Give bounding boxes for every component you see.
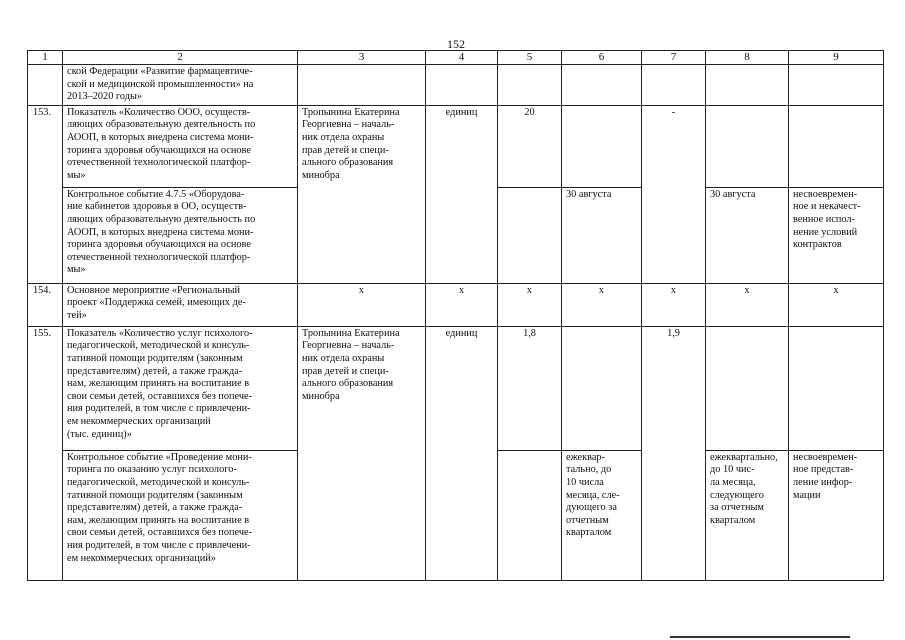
row-number: 153. — [28, 105, 63, 283]
cell-empty — [706, 326, 789, 450]
value-col7: - — [642, 105, 706, 283]
cell-empty — [789, 65, 884, 106]
header-cell: 9 — [789, 51, 884, 65]
header-row — [28, 51, 884, 65]
value-col7: 1,9 — [642, 326, 706, 580]
header-cell: 1 — [28, 51, 63, 65]
event-risk-col9: несвоевремен- ное и некачест- венное испол- нение условий контрактов — [789, 187, 884, 283]
main-measure-text: Основное мероприятие «Региональный проект «Поддержка семей, имеющих де- тей» — [63, 283, 298, 326]
cell-empty — [789, 326, 884, 450]
x-mark: х — [498, 283, 562, 326]
cell-empty — [562, 65, 642, 106]
cell-empty — [642, 65, 706, 106]
event-risk-col9: несвоевремен- ное представ- ление инфор- мации — [789, 450, 884, 580]
row-number: 154. — [28, 283, 63, 326]
header-cell: 8 — [706, 51, 789, 65]
cell-empty — [498, 65, 562, 106]
row-number: 155. — [28, 326, 63, 580]
responsible-person: Тропынина Екатерина Георгиевна – началь- ник отдела охраны прав детей и специ- ального образования минобра — [298, 326, 426, 580]
control-event-text: Контрольное событие 4.7.5 «Оборудова- ние кабинетов здоровья в ОО, осуществ- ляющих образовательную деятельность по АООП, в которых внедрена система мони- торинга здоровья обучающихся на основе отечественной технологической платфор- мы» — [63, 187, 298, 283]
unit-cell: единиц — [426, 105, 498, 283]
footer-rule — [670, 636, 850, 638]
continued-text: ской Федерации «Развитие фармацевтиче- ской и медицинской промышленности» на 2013–2020 годы» — [63, 65, 298, 106]
unit-cell: единиц — [426, 326, 498, 580]
table-row — [28, 283, 884, 326]
cell-empty — [498, 187, 562, 283]
cell-empty — [426, 65, 498, 106]
plan-table — [27, 50, 884, 581]
x-mark: х — [562, 283, 642, 326]
x-mark: х — [789, 283, 884, 326]
x-mark: х — [426, 283, 498, 326]
cell-empty — [298, 65, 426, 106]
cell-empty — [562, 326, 642, 450]
table-row — [28, 105, 884, 187]
event-deadline-col8: 30 августа — [706, 187, 789, 283]
header-cell: 3 — [298, 51, 426, 65]
event-deadline-col6: ежеквар- тально, до 10 числа месяца, сле- дующего за отчетным кварталом — [562, 450, 642, 580]
value-col5: 20 — [498, 105, 562, 187]
table-row — [28, 326, 884, 450]
x-mark: х — [298, 283, 426, 326]
cell-empty — [498, 450, 562, 580]
table-row — [28, 65, 884, 106]
row-number — [28, 65, 63, 106]
event-deadline-col8: ежеквартально, до 10 чис- ла месяца, следующего за отчетным кварталом — [706, 450, 789, 580]
page-number: 152 — [447, 37, 465, 51]
responsible-person: Тропынина Екатерина Георгиевна – началь- ник отдела охраны прав детей и специ- ального образования минобра — [298, 105, 426, 283]
header-cell: 7 — [642, 51, 706, 65]
cell-empty — [562, 105, 642, 187]
cell-empty — [789, 105, 884, 187]
indicator-text: Показатель «Количество услуг психолого- педагогической, методической и консуль- тативной помощи родителям (законным представителям) детей, а также гражда- нам, желающим принять на воспитание в свои семьи детей, оставшихся без попече- ния родителей, в том числе с привлечени- ем некоммерческих организаций (тыс. единиц)» — [63, 326, 298, 450]
cell-empty — [706, 65, 789, 106]
cell-empty — [706, 105, 789, 187]
indicator-text: Показатель «Количество ООО, осуществ- ляющих образовательную деятельность по АООП, в которых внедрена система мони- торинга здоровья обучающихся на основе отечественной технологической платфор- мы» — [63, 105, 298, 187]
control-event-text: Контрольное событие «Проведение мони- торинга по оказанию услуг психолого- педагогической, методической и консуль- тативной помощи родителям (законным представителям) детей, а также гражда- нам, желающим принять на воспитание в свои семьи детей, оставшихся без попече- ния родителей, в том числе с привлечени- ем некоммерческих организаций» — [63, 450, 298, 580]
x-mark: х — [642, 283, 706, 326]
header-cell: 5 — [498, 51, 562, 65]
x-mark: х — [706, 283, 789, 326]
header-cell: 6 — [562, 51, 642, 65]
event-deadline-col6: 30 августа — [562, 187, 642, 283]
header-cell: 2 — [63, 51, 298, 65]
header-cell: 4 — [426, 51, 498, 65]
value-col5: 1,8 — [498, 326, 562, 450]
